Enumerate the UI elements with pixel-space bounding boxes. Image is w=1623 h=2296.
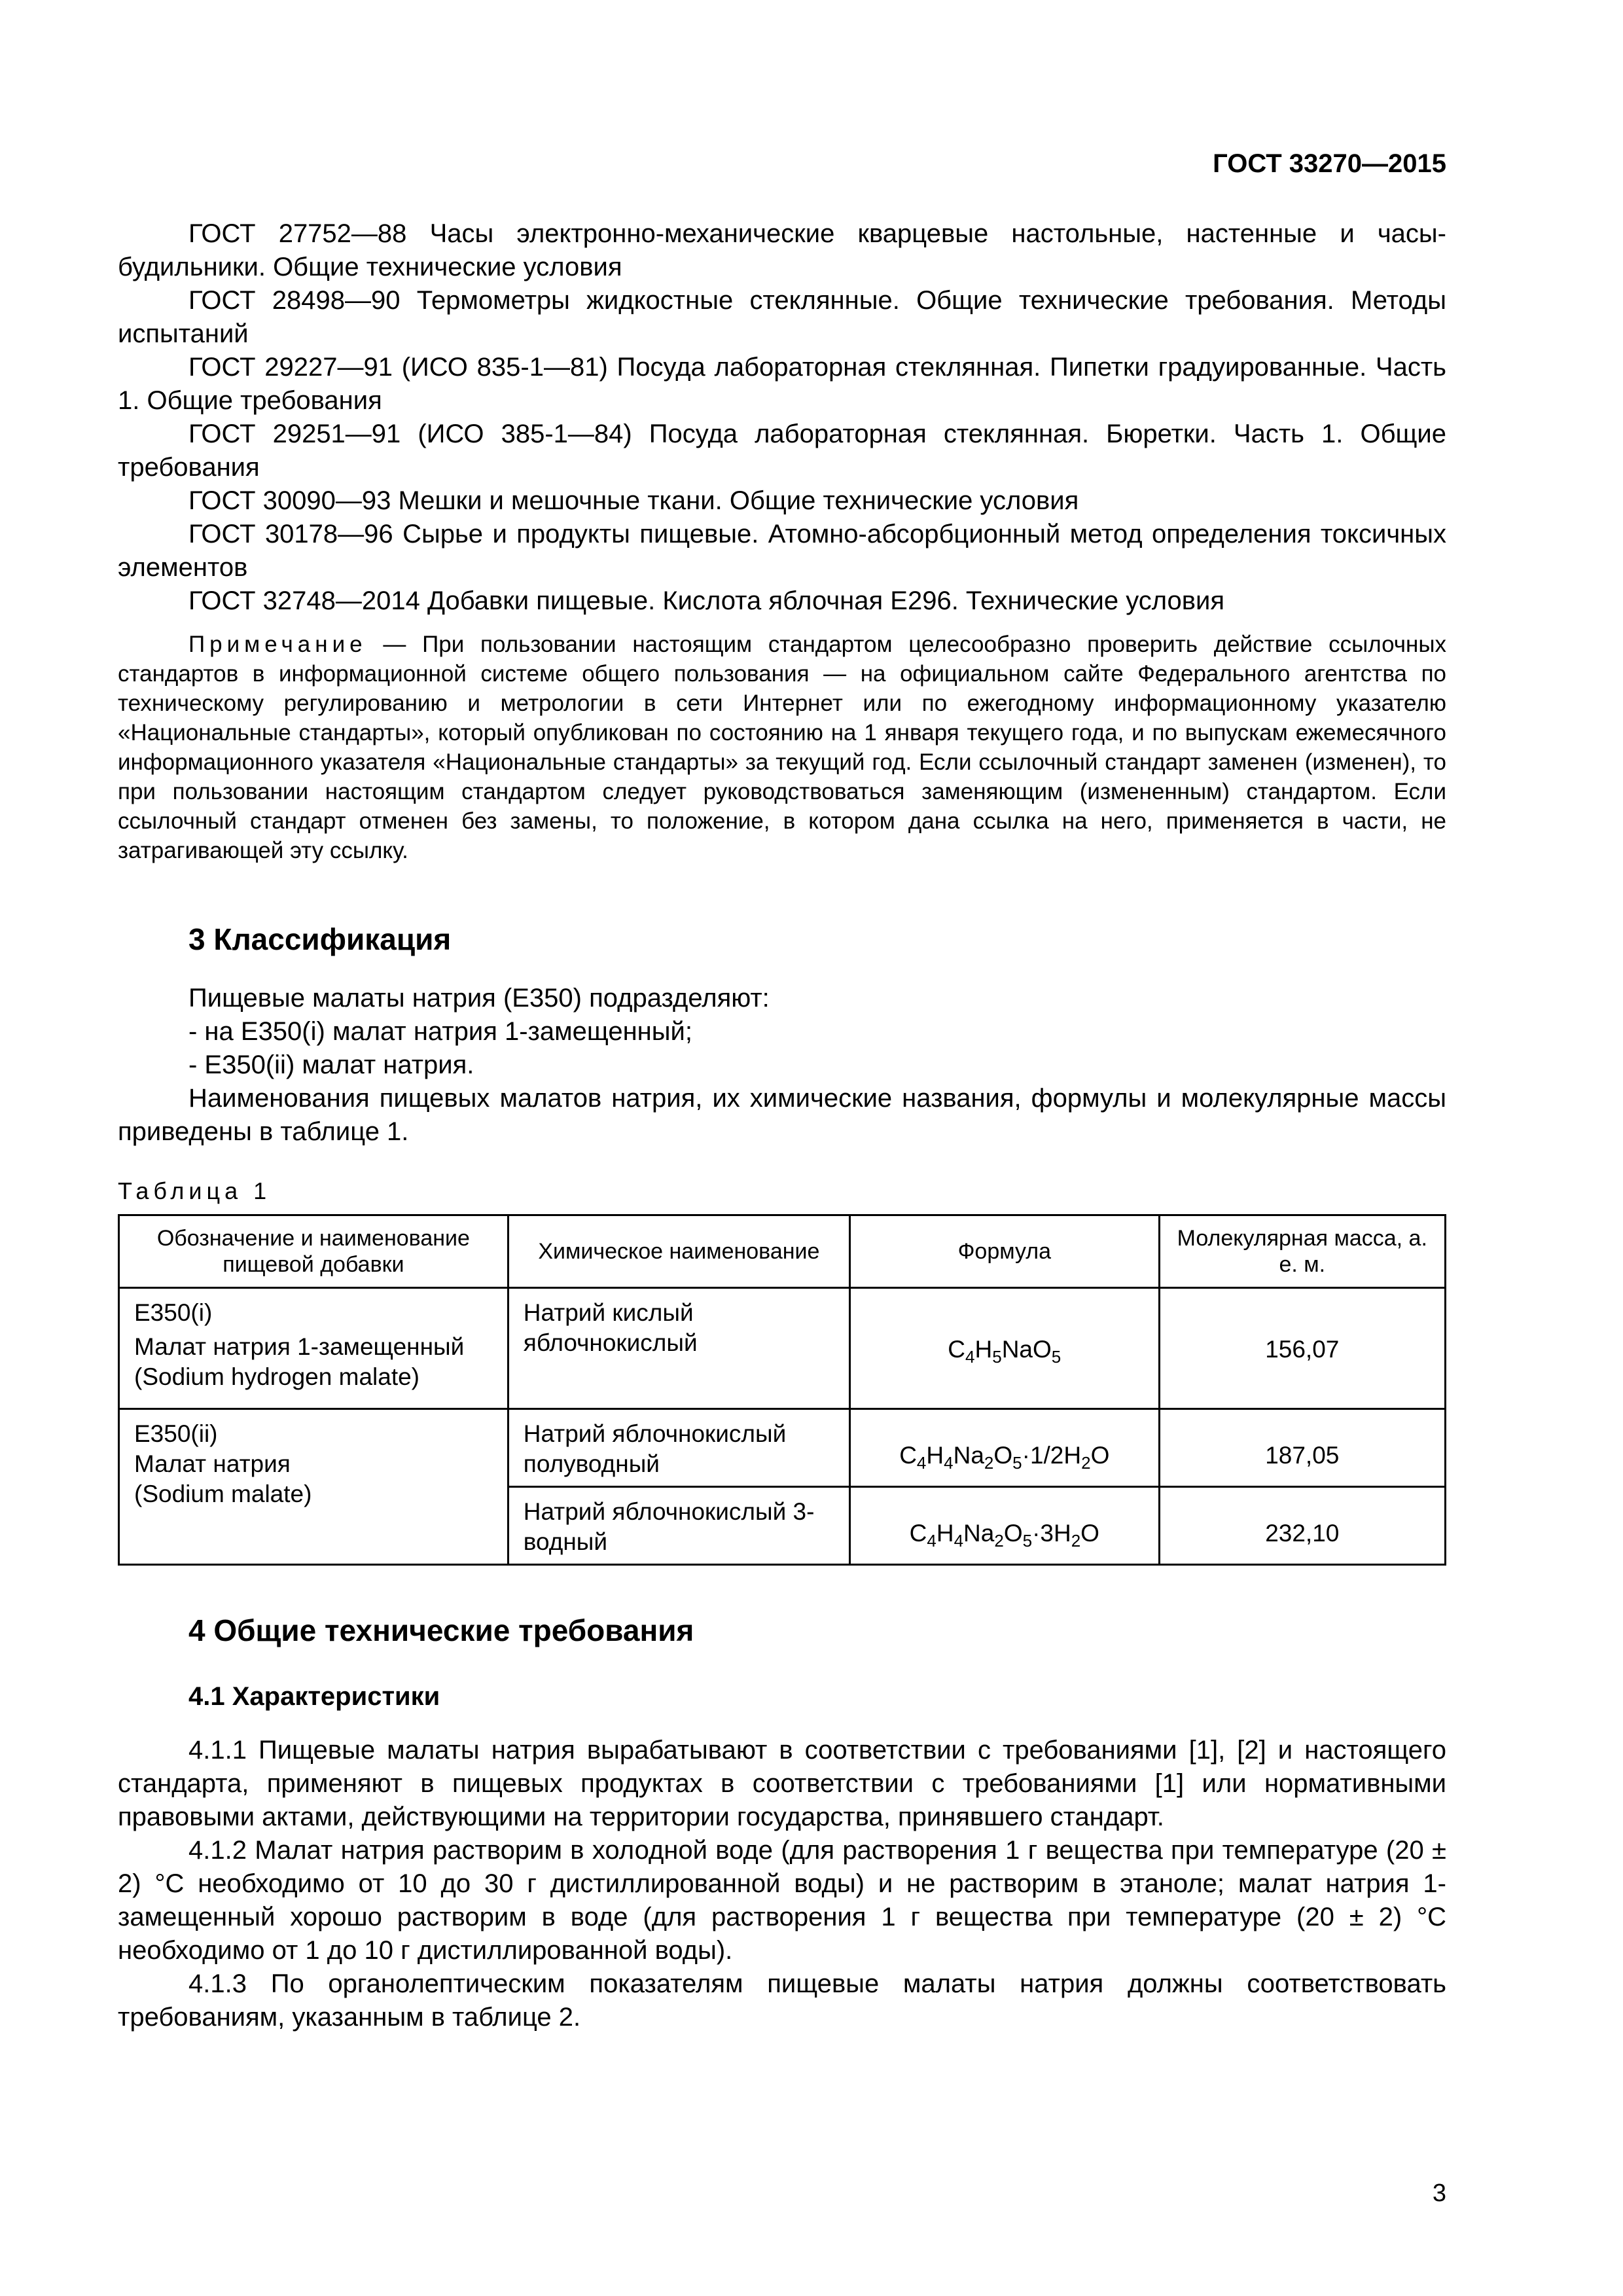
reference-item: ГОСТ 28498—90 Термометры жидкостные стеклянные. Общие технические требования. Методы испытаний xyxy=(118,286,1446,348)
document-number-header: ГОСТ 33270—2015 xyxy=(1213,149,1446,178)
page-number: 3 xyxy=(1432,2179,1446,2207)
formula: $C_4H_4Na_2O_5\cdot 1/2H_2O$ xyxy=(899,1442,1110,1473)
chemical-name-cell: Натрий яблочнокислый полуводный xyxy=(508,1409,849,1487)
molecular-mass-cell: 232,10 xyxy=(1159,1487,1445,1565)
note-paragraph xyxy=(118,630,1446,865)
table-1-caption: Таблица 1 xyxy=(118,1177,272,1204)
reference-item: ГОСТ 29251—91 (ИСО 385-1—84) Посуда лабораторная стеклянная. Бюретки. Часть 1. Общие требования xyxy=(118,420,1446,482)
formula-cell xyxy=(849,1288,1159,1409)
subsection-4-1-heading: 4.1 Характеристики xyxy=(188,1682,440,1711)
note-label: Примечание xyxy=(188,632,367,657)
section-3-outro: Наименования пищевых малатов натрия, их химические названия, формулы и молекулярные массы приведены в таблице 1. xyxy=(118,1084,1446,1146)
col-header-designation: Обозначение и наименование пищевой добавки xyxy=(119,1215,508,1288)
additive-name-en: (Sodium hydrogen malate) xyxy=(134,1363,419,1390)
additive-code: Е350(i) xyxy=(134,1299,213,1326)
table-row xyxy=(119,1288,1446,1409)
reference-item: ГОСТ 29227—91 (ИСО 835-1—81) Посуда лабораторная стеклянная. Пипетки градуированные. Часть 1. Общие требования xyxy=(118,353,1446,415)
formula: $C_4H_5NaO_5$ xyxy=(948,1336,1061,1367)
chemical-name-cell: Натрий яблочнокислый 3-водный xyxy=(508,1487,849,1565)
table-header-row xyxy=(119,1215,1446,1288)
table-row xyxy=(119,1409,1446,1487)
formula-cell xyxy=(849,1409,1159,1487)
additive-cell xyxy=(119,1409,508,1565)
table-1 xyxy=(118,1214,1446,1566)
classification-item: - на Е350(i) малат натрия 1-замещенный; xyxy=(188,1017,692,1046)
requirement-paragraph: 4.1.3 По органолептическим показателям пищевые малаты натрия должны соответствовать требованиям, указанным в таблице 2. xyxy=(118,1969,1446,2032)
additive-name: Малат натрия 1-замещенный xyxy=(134,1333,465,1360)
formula: $C_4H_4Na_2O_5\cdot 3H_2O$ xyxy=(909,1520,1099,1551)
formula-cell xyxy=(849,1487,1159,1565)
additive-name: Малат натрия xyxy=(134,1450,291,1477)
chemical-name-cell: Натрий кислый яблочнокислый xyxy=(508,1288,849,1409)
additive-cell xyxy=(119,1288,508,1409)
reference-item: ГОСТ 32748—2014 Добавки пищевые. Кислота яблочная Е296. Технические условия xyxy=(188,586,1225,615)
col-header-molecular-mass: Молекулярная масса, а. е. м. xyxy=(1159,1215,1445,1288)
reference-item: ГОСТ 30178—96 Сырье и продукты пищевые. Атомно-абсорбционный метод определения токсичных элементов xyxy=(118,520,1446,582)
section-4-heading: 4 Общие технические требования xyxy=(188,1613,694,1647)
section-3-intro: Пищевые малаты натрия (Е350) подразделяют: xyxy=(188,984,770,1013)
section-3-heading: 3 Классификация xyxy=(188,922,452,956)
requirement-paragraph: 4.1.2 Малат натрия растворим в холодной воде (для растворения 1 г вещества при температуре (20 ± 2) °С необходимо от 10 до 30 г дистиллированной воды) и не растворим в этаноле; малат натрия 1-замещенный хорошо растворим в воде (для растворения 1 г вещества при температуре (20 ± 2) °С необходимо от 1 до 10 г дистиллированной воды). xyxy=(118,1836,1446,1965)
col-header-formula: Формула xyxy=(849,1215,1159,1288)
molecular-mass-cell: 187,05 xyxy=(1159,1409,1445,1487)
reference-item: ГОСТ 30090—93 Мешки и мешочные ткани. Общие технические условия xyxy=(188,486,1079,515)
col-header-chemical-name: Химическое наименование xyxy=(508,1215,849,1288)
requirement-paragraph: 4.1.1 Пищевые малаты натрия вырабатывают в соответствии с требованиями [1], [2] и настоящего стандарта, применяют в пищевых продуктах в соответствии с требованиями [1] или нормативными правовыми актами, действующими на территории государства, принявшего стандарт. xyxy=(118,1736,1446,1831)
additive-name-en: (Sodium malate) xyxy=(134,1480,312,1507)
page-content xyxy=(118,217,1446,2034)
additive-code: Е350(ii) xyxy=(134,1420,218,1447)
reference-item: ГОСТ 27752—88 Часы электронно-механические кварцевые настольные, настенные и часы-будильники. Общие технические условия xyxy=(118,219,1446,281)
note-text: — При пользовании настоящим стандартом целесообразно проверить действие ссылочных стандартов в информационной системе общего пользования — на официальном сайте Федерального агентства по техническому регулированию и метрологии в сети Интернет или по ежегодному информационному указателю «Национальные стандарты», который опубликован по состоянию на 1 января текущего года, и по выпускам ежемесячного информационного указателя «Национальные стандарты» за текущий год. Если ссылочный стандарт заменен (изменен), то при пользовании настоящим стандартом следует руководствоваться заменяющим (измененным) стандартом. Если ссылочный стандарт отменен без замены, то положение, в котором дана ссылка на него, применяется в части, не затрагивающей эту ссылку. xyxy=(118,632,1446,863)
molecular-mass-cell: 156,07 xyxy=(1159,1288,1445,1409)
classification-item: - Е350(ii) малат натрия. xyxy=(188,1050,474,1079)
